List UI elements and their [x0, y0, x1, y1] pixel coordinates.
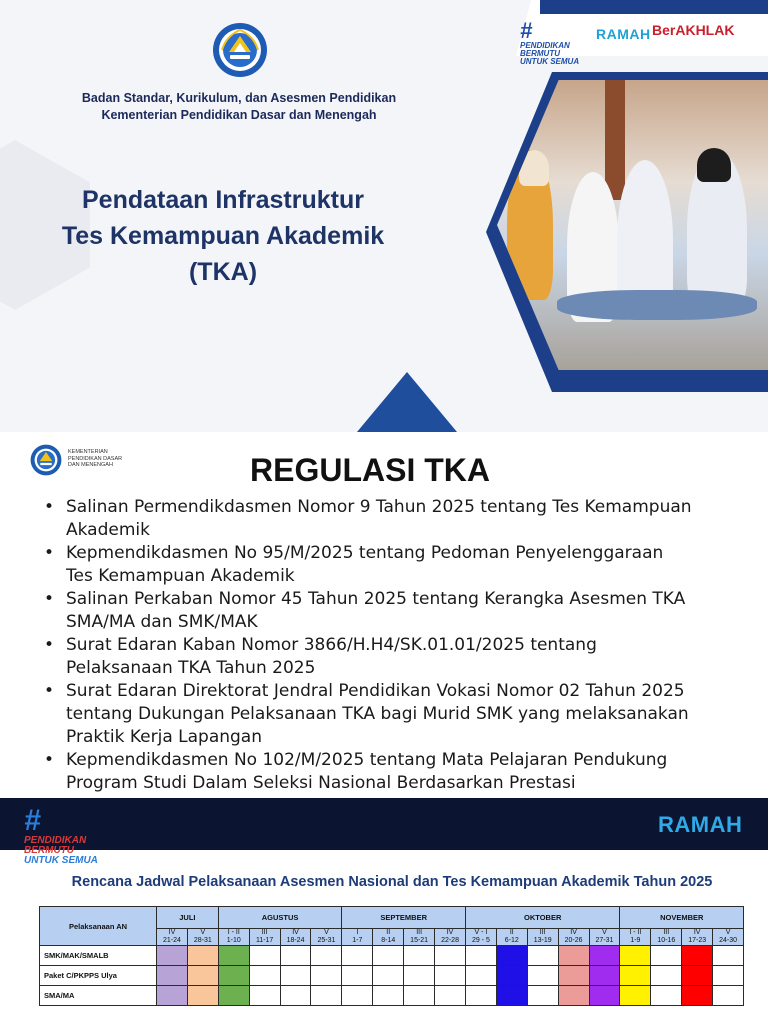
regulation-item: [40, 634, 740, 680]
week-header: [404, 929, 435, 946]
regulation-text: Akademik: [66, 520, 150, 540]
brand-pb-line-3: UNTUK SEMUA: [24, 855, 98, 866]
schedule-cell: [218, 946, 249, 966]
week-header: [373, 929, 404, 946]
pendidikan-bermutu-logo: [24, 806, 98, 866]
regulation-item: [40, 588, 740, 634]
schedule-cell: [682, 986, 713, 1006]
regulation-text: • Salinan Perkaban Nomor 45 Tahun 2025 tentang Kerangka Asesmen TKA: [66, 589, 686, 609]
regulation-text: SMA/MA dan SMK/MAK: [66, 612, 258, 632]
week-number: III: [663, 929, 670, 936]
week-dates: 10-16: [657, 937, 676, 944]
week-header: [527, 929, 558, 946]
schedule-cell: [527, 966, 558, 986]
schedule-cell: [311, 966, 342, 986]
week-header: [589, 929, 620, 946]
schedule-cell: [373, 986, 404, 1006]
week-header: [713, 929, 744, 946]
schedule-cell: [311, 946, 342, 966]
regulation-item: [40, 749, 740, 795]
regulation-text: Program Studi Dalam Seleksi Nasional Berdasarkan Prestasi: [66, 773, 576, 793]
schedule-cell: [682, 946, 713, 966]
schedule-cell: [249, 966, 280, 986]
week-dates: 8-14: [381, 937, 396, 944]
month-header: OKTOBER: [465, 907, 619, 929]
row-label: Paket C/PKPPS Ulya: [40, 966, 157, 986]
org-line-1: Badan Standar, Kurikulum, dan Asesmen Pendidikan: [81, 91, 397, 105]
table-row: [40, 986, 744, 1006]
table-row: [40, 966, 744, 986]
schedule-cell: [187, 986, 218, 1006]
schedule-cell: [496, 966, 527, 986]
week-header: [342, 929, 373, 946]
week-dates: 18-24: [286, 937, 305, 944]
schedule-cell: [157, 986, 188, 1006]
row-label: SMA/MA: [40, 986, 157, 1006]
schedule-cell: [620, 966, 651, 986]
week-header: [249, 929, 280, 946]
week-number: III: [539, 929, 546, 936]
schedule-cell: [342, 946, 373, 966]
week-number: IV: [693, 929, 701, 936]
regulation-item: [40, 542, 740, 588]
schedule-body: [40, 946, 744, 1006]
ministry-line-3: DAN MENENGAH: [68, 462, 113, 468]
slide-cover: [0, 0, 768, 432]
week-dates: 29 - 5: [471, 937, 490, 944]
regulation-text: • Surat Edaran Direktorat Jendral Pendidikan Vokasi Nomor 02 Tahun 2025: [66, 681, 685, 701]
organization-name: [0, 90, 478, 124]
week-header: [157, 929, 188, 946]
week-header: [682, 929, 713, 946]
schedule-table: [39, 906, 744, 1006]
schedule-cell: [187, 946, 218, 966]
ramah-logo: RAMAH: [596, 26, 651, 42]
tut-wuri-handayani-logo-icon: [212, 22, 268, 78]
cover-title-line-3: (TKA): [188, 258, 258, 286]
week-header: [620, 929, 651, 946]
schedule-cell: [404, 966, 435, 986]
slide-jadwal: [0, 798, 768, 1024]
schedule-cell: [311, 986, 342, 1006]
schedule-cell: [496, 946, 527, 966]
schedule-cell: [713, 986, 744, 1006]
week-dates: 27-31: [595, 937, 614, 944]
schedule-cell: [465, 966, 496, 986]
pendidikan-bermutu-logo: [520, 20, 579, 66]
schedule-cell: [280, 946, 311, 966]
ministry-line-1: KEMENTERIAN: [68, 449, 108, 455]
regulation-text: • Surat Edaran Kaban Nomor 3866/H.H4/SK.01.01/2025 tentang: [66, 635, 597, 655]
schedule-cell: [620, 986, 651, 1006]
week-number: I - II: [227, 929, 240, 936]
week-header: [218, 929, 249, 946]
slide-regulasi: [0, 432, 768, 798]
week-header: [280, 929, 311, 946]
schedule-cell: [527, 986, 558, 1006]
schedule-cell: [342, 986, 373, 1006]
month-header: AGUSTUS: [218, 907, 342, 929]
schedule-cell: [651, 966, 682, 986]
schedule-cell: [373, 946, 404, 966]
schedule-cell: [249, 946, 280, 966]
schedule-cell: [558, 986, 589, 1006]
hashtag-icon: #: [520, 18, 533, 43]
schedule-cell: [527, 946, 558, 966]
brand-pb-line-1: PENDIDIKAN: [520, 41, 570, 50]
regulation-text: Tes Kemampuan Akademik: [66, 566, 295, 586]
schedule-cell: [465, 986, 496, 1006]
brand-banner-stripe: [540, 0, 768, 14]
week-header: [311, 929, 342, 946]
schedule-cell: [682, 966, 713, 986]
schedule-cell: [435, 966, 466, 986]
schedule-cell: [713, 966, 744, 986]
hashtag-icon: #: [24, 804, 41, 837]
week-dates: 13-19: [533, 937, 552, 944]
week-dates: 24-30: [719, 937, 738, 944]
schedule-cell: [589, 966, 620, 986]
schedule-cell: [249, 986, 280, 1006]
month-header: NOVEMBER: [620, 907, 744, 929]
schedule-cell: [435, 946, 466, 966]
corner-label: Pelaksanaan AN: [40, 907, 157, 946]
week-dates: 22-28: [441, 937, 459, 944]
schedule-cell: [280, 986, 311, 1006]
schedule-cell: [280, 966, 311, 986]
week-header: [465, 929, 496, 946]
schedule-cell: [373, 966, 404, 986]
cover-title: [0, 182, 446, 290]
cover-title-line-2: Tes Kemampuan Akademik: [61, 222, 385, 250]
org-line-2: Kementerian Pendidikan Dasar dan Menengah: [101, 108, 377, 122]
row-label: SMK/MAK/SMALB: [40, 946, 157, 966]
schedule-cell: [589, 986, 620, 1006]
brand-pb-line-1: PENDIDIKAN: [24, 835, 87, 846]
regulation-text: tentang Dukungan Pelaksanaan TKA bagi Murid SMK yang melaksanakan: [66, 704, 689, 724]
regulation-item: [40, 496, 740, 542]
week-header: [496, 929, 527, 946]
schedule-cell: [713, 946, 744, 966]
week-dates: 21-24: [162, 937, 181, 944]
week-number: II: [386, 929, 391, 936]
week-number: V: [324, 929, 329, 936]
week-number: I: [356, 929, 359, 936]
week-dates: 28-31: [193, 937, 212, 944]
schedule-title: Rencana Jadwal Pelaksanaan Asesmen Nasional dan Tes Kemampuan Akademik Tahun 2025: [71, 874, 713, 890]
brand-pb-line-2: BERMUTU: [24, 845, 74, 856]
week-header: [558, 929, 589, 946]
regulation-list: [40, 496, 740, 795]
week-number: V - I: [474, 929, 488, 936]
schedule-cell: [435, 986, 466, 1006]
regulation-text: Praktik Kerja Lapangan: [66, 727, 262, 747]
ministry-line-2: PENDIDIKAN DASAR: [68, 455, 123, 462]
week-dates: 25-31: [317, 937, 336, 944]
table-row: [40, 946, 744, 966]
schedule-cell: [651, 946, 682, 966]
week-number: IV: [292, 929, 299, 936]
cover-title-line-1: Pendataan Infrastruktur: [81, 186, 364, 214]
week-dates: 1-10: [226, 937, 241, 944]
week-dates: 11-17: [255, 937, 274, 944]
schedule-cell: [218, 966, 249, 986]
schedule-cell: [404, 986, 435, 1006]
schedule-cell: [558, 966, 589, 986]
week-number: V: [200, 929, 206, 936]
regulation-item: [40, 680, 740, 749]
brand-pb-line-3: UNTUK SEMUA: [520, 57, 580, 66]
schedule-cell: [558, 946, 589, 966]
regulation-text: • Kepmendikdasmen No 102/M/2025 tentang Mata Pelajaran Pendukung: [66, 750, 668, 770]
regulasi-title: REGULASI TKA: [250, 452, 490, 488]
berakhlak-logo: BerAKHLAK: [652, 22, 735, 38]
regulation-text: Pelaksanaan TKA Tahun 2025: [66, 658, 316, 678]
decorative-triangle: [357, 372, 457, 432]
month-header: SEPTEMBER: [342, 907, 466, 929]
schedule-cell: [404, 946, 435, 966]
week-dates: 20-26: [564, 937, 583, 944]
week-header: [435, 929, 466, 946]
week-dates: 17-23: [688, 937, 707, 944]
schedule-cell: [589, 946, 620, 966]
week-number: I - II: [629, 929, 642, 936]
month-header-row: [40, 907, 744, 929]
week-dates: 1-7: [352, 937, 363, 944]
schedule-cell: [651, 986, 682, 1006]
week-header: [651, 929, 682, 946]
week-number: V: [602, 929, 607, 936]
schedule-cell: [187, 966, 218, 986]
schedule-cell: [496, 986, 527, 1006]
regulation-text: • Kepmendikdasmen No 95/M/2025 tentang Pedoman Penyelenggaraan: [66, 543, 664, 563]
week-number: III: [261, 929, 268, 936]
brand-header-bar: [0, 798, 768, 850]
schedule-cell: [157, 966, 188, 986]
week-header: [187, 929, 218, 946]
week-number: IV: [446, 929, 454, 936]
week-dates: 15-21: [410, 937, 429, 944]
ramah-logo: RAMAH: [658, 812, 743, 837]
schedule-cell: [342, 966, 373, 986]
regulation-text: • Salinan Permendikdasmen Nomor 9 Tahun 2025 tentang Tes Kemampuan: [66, 497, 692, 517]
schedule-cell: [218, 986, 249, 1006]
schedule-cell: [157, 946, 188, 966]
schedule-cell: [620, 946, 651, 966]
brand-pb-line-2: BERMUTU: [520, 49, 560, 58]
month-header: JULI: [157, 907, 219, 929]
week-number: III: [416, 929, 423, 936]
schedule-cell: [465, 946, 496, 966]
week-number: V: [725, 929, 731, 936]
week-dates: 1-9: [630, 937, 641, 944]
week-number: II: [509, 929, 514, 936]
week-number: IV: [570, 929, 577, 936]
week-dates: 6-12: [504, 937, 519, 944]
week-number: IV: [168, 929, 176, 936]
